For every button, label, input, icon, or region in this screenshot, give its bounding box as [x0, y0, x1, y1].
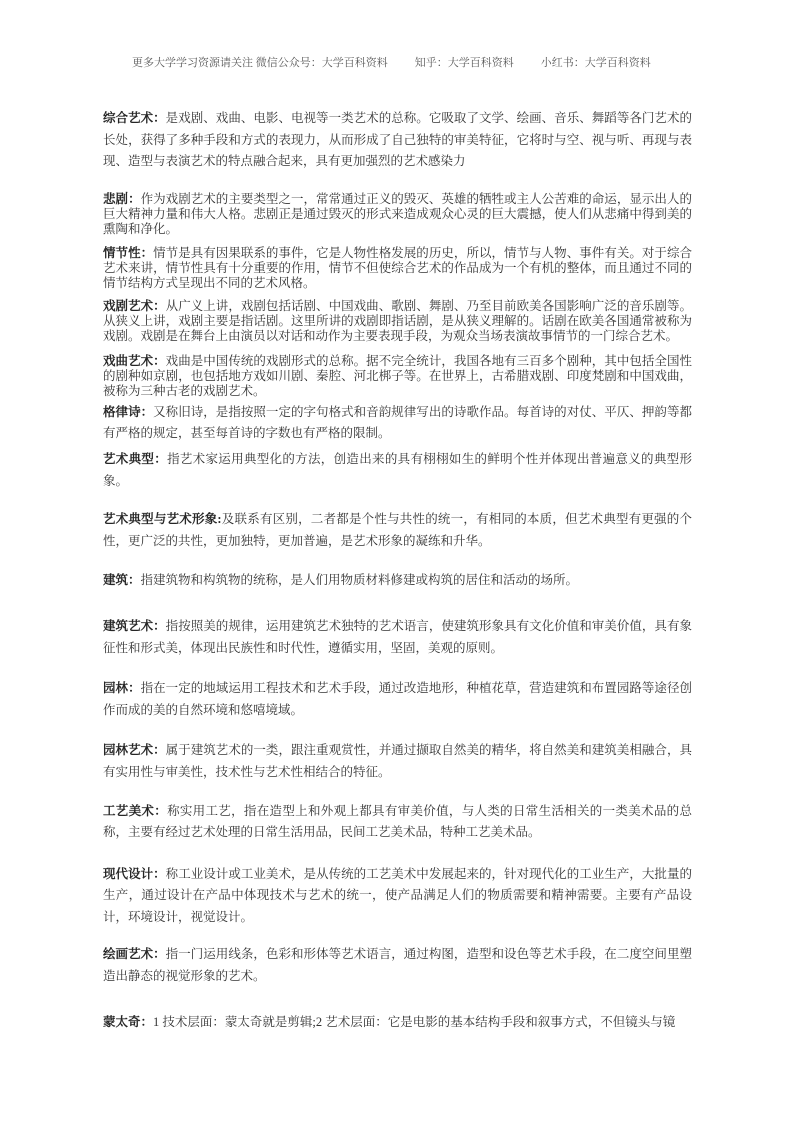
term-label: 园林艺术： — [103, 743, 166, 758]
term-label: 情节性： — [103, 245, 154, 260]
term-label: 戏剧艺术： — [103, 298, 166, 313]
definition-text: 戏曲是中国传统的戏剧形式的总称。据不完全统计，我国各地有三百多个剧种，其中包括全国性的剧种如京剧，也包括地方戏如川剧、秦腔、河北梆子等。在世界上，古希腊戏剧、印度梵剧和中国戏曲，被称为三种古老的戏剧艺术。 — [103, 353, 692, 398]
term-label: 现代设计： — [103, 866, 166, 881]
definition-paragraph-dianxing-yu-xingxiang — [103, 509, 692, 552]
definition-paragraph-qingjiexing — [103, 246, 692, 291]
definition-text: 又称旧诗，是指按照一定的字句格式和音韵规律写出的诗歌作品。每首诗的对仗、平仄、押韵等都有严格的规定，甚至每首诗的字数也有严格的限制。 — [103, 404, 692, 441]
definition-paragraph-beiju — [103, 192, 692, 237]
definition-text: 指一门运用线条，色彩和形体等艺术语言，通过构图，造型和设色等艺术手段，在二度空间里塑造出静态的视觉形象的艺术。 — [103, 947, 692, 984]
term-label: 园林： — [103, 681, 141, 696]
term-label: 绘画艺术： — [103, 947, 166, 962]
definition-text: 情节是具有因果联系的事件，它是人物性格发展的历史，所以，情节与人物、事件有关。对于综合艺术来讲，情节性具有十分重要的作用，情节不但使综合艺术的作品成为一个有机的整体，而且通过不同的情节结构方式呈现出不同的艺术风格。 — [103, 245, 692, 290]
definition-paragraph-yuanlin-yishu — [103, 740, 692, 783]
definition-paragraph-mengtaiqi — [103, 1012, 692, 1034]
term-label: 建筑： — [103, 573, 141, 588]
header-xiaohongshu-text: 小红书：大学百科资料 — [540, 57, 651, 69]
definition-paragraph-zonghe-yishu — [103, 108, 692, 173]
term-label: 综合艺术： — [103, 111, 166, 125]
definition-paragraph-gelvshi — [103, 402, 692, 445]
definition-paragraph-yuanlin — [103, 678, 692, 721]
term-label: 蒙太奇： — [103, 1014, 154, 1029]
definitions-list — [103, 0, 692, 1033]
definition-paragraph-xiqu-yishu — [103, 354, 692, 399]
definition-paragraph-jianzhu-yishu — [103, 616, 692, 659]
definition-text: 称工业设计或工业美术，是从传统的工艺美术中发展起来的，针对现代化的工业生产，大批量的生产，通过设计在产品中体现技术与艺术的统一，使产品满足人们的物质需要和精神需要。主要有产品设计，环境设计，视觉设计。 — [103, 866, 692, 924]
definition-paragraph-xiandai-sheji — [103, 864, 692, 929]
header-wechat-text: 更多大学学习资源请关注 微信公众号：大学百科资料 — [132, 57, 388, 69]
definition-text: 指艺术家运用典型化的方法，创造出来的具有栩栩如生的鲜明个性并体现出普遍意义的典型形象。 — [103, 451, 692, 488]
definition-paragraph-yishu-dianxing — [103, 449, 692, 492]
term-label: 艺术典型： — [103, 451, 168, 466]
term-label: 工艺美术： — [103, 803, 168, 818]
definition-text: 从广义上讲，戏剧包括话剧、中国戏曲、歌剧、舞剧、乃至目前欧美各国影响广泛的音乐剧等。从狭义上讲，戏剧主要是指话剧。这里所讲的戏剧即指话剧，是从狭义理解的。话剧在欧美各国通常被称为戏剧。戏剧是在舞台上由演员以对话和动作为主要表现手段，为观众当场表演故事情节的一门综合艺术。 — [103, 298, 692, 343]
definition-text: 及联系有区别，二者都是个性与共性的统一，有相同的本质，但艺术典型有更强的个性，更广泛的共性，更加独特，更加普遍，是艺术形象的凝练和升华。 — [103, 512, 692, 548]
header-zhihu-text: 知乎：大学百科资料 — [414, 57, 514, 69]
definition-paragraph-xiju-yishu — [103, 299, 692, 344]
definition-text: 指按照美的规律，运用建筑艺术独特的艺术语言，使建筑形象具有文化价值和审美价值，具有象征性和形式美，体现出民族性和时代性，遵循实用，坚固，美观的原则。 — [103, 618, 692, 655]
term-label: 艺术典型与艺术形象: — [103, 512, 222, 527]
definition-text: 作为戏剧艺术的主要类型之一，常常通过正义的毁灭、英雄的牺牲或主人公苦难的命运，显示出人的巨大精神力量和伟大人格。悲剧正是通过毁灭的形式来造成观众心灵的巨大震撼，使人们从悲痛中得到美的熏陶和净化。 — [103, 191, 692, 236]
definition-paragraph-huihua-yishu — [103, 944, 692, 987]
term-label: 悲剧： — [103, 191, 141, 206]
definition-text: 指建筑物和构筑物的统称，是人们用物质材料修建或构筑的居住和活动的场所。 — [140, 573, 579, 588]
definition-paragraph-jianzhu — [103, 570, 692, 592]
term-label: 建筑艺术： — [103, 618, 166, 633]
definition-text: 属于建筑艺术的一类，跟注重观赏性，并通过撷取自然美的精华，将自然美和建筑美相融合，具有实用性与审美性，技术性与艺术性相结合的特征。 — [103, 743, 692, 779]
term-label: 格律诗： — [103, 404, 154, 419]
definition-text: 指在一定的地域运用工程技术和艺术手段，通过改造地形，种植花草，营造建筑和布置园路等途径创作而成的美的自然环境和悠嘻境域。 — [103, 681, 692, 717]
definition-paragraph-gongyi-meishu — [103, 801, 692, 844]
definition-text: 是戏剧、戏曲、电影、电视等一类艺术的总称。它吸取了文学、绘画、音乐、舞蹈等各门艺术的长处，获得了多种手段和方式的表现力，从而形成了自己独特的审美特征，它将时与空、视与听、再现与表现、造型与表演艺术的特点融合起来，具有更加强烈的艺术感染力 — [103, 111, 692, 169]
definition-text: 1 技术层面：蒙太奇就是剪辑;2 艺术层面：它是电影的基本结构手段和叙事方式，不但镜头与镜 — [153, 1014, 676, 1029]
term-label: 戏曲艺术： — [103, 353, 166, 368]
definition-text: 称实用工艺，指在造型上和外观上都具有审美价值，与人类的日常生活相关的一类美术品的总称，主要有经过艺术处理的日常生活用品，民间工艺美术品，特种工艺美术品。 — [103, 803, 692, 840]
